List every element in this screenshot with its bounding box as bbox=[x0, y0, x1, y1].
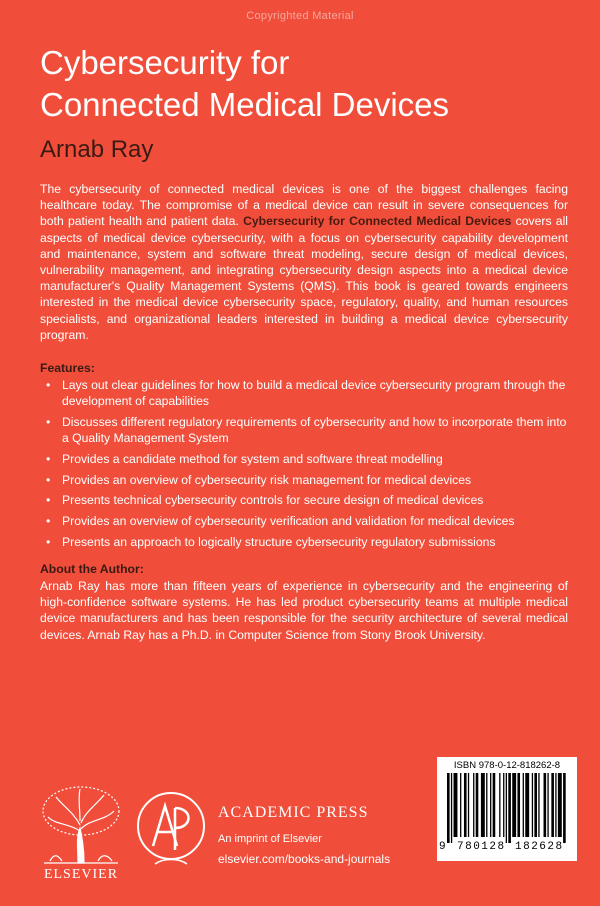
elsevier-wordmark: ELSEVIER bbox=[43, 867, 119, 882]
bullet-icon: • bbox=[46, 378, 51, 392]
feature-item bbox=[40, 492, 568, 508]
bullet-icon: • bbox=[46, 513, 51, 528]
title-line-2: Connected Medical Devices bbox=[40, 86, 450, 123]
feature-text: Lays out clear guidelines for how to build a medical device cybersecurity program through the development of capabilities bbox=[62, 378, 566, 409]
feature-item bbox=[40, 472, 568, 488]
copyright-watermark: Copyrighted Material bbox=[246, 10, 354, 22]
barcode-digits-right: 182628 bbox=[515, 841, 564, 853]
feature-item bbox=[40, 414, 568, 446]
title-line-1: Cybersecurity for bbox=[40, 44, 290, 81]
bullet-icon: • bbox=[46, 414, 51, 429]
feature-text: Presents technical cybersecurity controls for secure design of medical devices bbox=[62, 493, 484, 508]
book-description bbox=[40, 181, 568, 343]
features-list bbox=[40, 377, 568, 554]
imprint-text: An imprint of Elsevier bbox=[218, 833, 322, 845]
publisher-url: elsevier.com/books-and-journals bbox=[218, 852, 391, 866]
barcode-bars bbox=[447, 773, 567, 843]
bullet-icon: • bbox=[46, 534, 51, 549]
feature-text: Provides an overview of cybersecurity verification and validation for medical devices bbox=[62, 513, 515, 528]
feature-item bbox=[40, 377, 568, 409]
elsevier-tree-logo bbox=[38, 783, 124, 867]
feature-item bbox=[40, 534, 568, 550]
barcode-digit-first: 9 bbox=[439, 841, 446, 853]
description-part-1: The cybersecurity of connected medical devices is one of the biggest challenges facing healthcare today. The compromise of a medical device can result in severe consequences for both patient health and patient data. bbox=[40, 182, 568, 229]
bullet-icon: • bbox=[46, 451, 51, 466]
about-author-heading: About the Author: bbox=[40, 562, 144, 576]
bullet-icon: • bbox=[46, 472, 51, 487]
feature-item bbox=[40, 451, 568, 467]
bullet-icon: • bbox=[46, 493, 51, 508]
barcode-digits-left: 780128 bbox=[457, 841, 506, 853]
feature-item bbox=[40, 513, 568, 529]
feature-text: Provides a candidate method for system and software threat modelling bbox=[62, 451, 443, 466]
academic-press-name: ACADEMIC PRESS bbox=[218, 804, 369, 821]
academic-press-ap-logo bbox=[135, 786, 207, 876]
isbn-label: ISBN 978-0-12-818262-8 bbox=[453, 760, 561, 771]
author-name: Arnab Ray bbox=[40, 136, 154, 163]
description-bold-title: Cybersecurity for Connected Medical Devices bbox=[243, 214, 512, 229]
features-heading: Features: bbox=[40, 361, 95, 375]
feature-text: Presents an approach to logically structure cybersecurity regulatory submissions bbox=[62, 534, 496, 549]
about-author-text: Arnab Ray has more than fifteen years of experience in cybersecurity and the engineering of high-confidence software systems. He has led product cybersecurity teams at multiple medical device manufacturers and has been responsible for the security architecture of several medical devices. Arnab Ray has a Ph.D. in Computer Science from Stony Brook University. bbox=[40, 579, 568, 642]
feature-text: Provides an overview of cybersecurity risk management for medical devices bbox=[62, 472, 472, 487]
book-title bbox=[40, 42, 580, 126]
isbn-barcode bbox=[437, 757, 577, 861]
feature-text: Discusses different regulatory requirements of cybersecurity and how to incorporate them into a Quality Management System bbox=[62, 414, 567, 446]
description-part-2: covers all aspects of medical device cybersecurity, with a focus on cybersecurity capability development and maintenance, system and software threat modeling, secure design of medical devices, vulnerability management, and integrating cybersecurity design aspects into a medical device manufacturer's Quality Management Systems (QMS). This book is geared towards engineers interested in the medical device cybersecurity space, regulatory, quality, and human resources specialists, and organizational leaders interested in building a medical device cybersecurity program. bbox=[40, 214, 568, 342]
